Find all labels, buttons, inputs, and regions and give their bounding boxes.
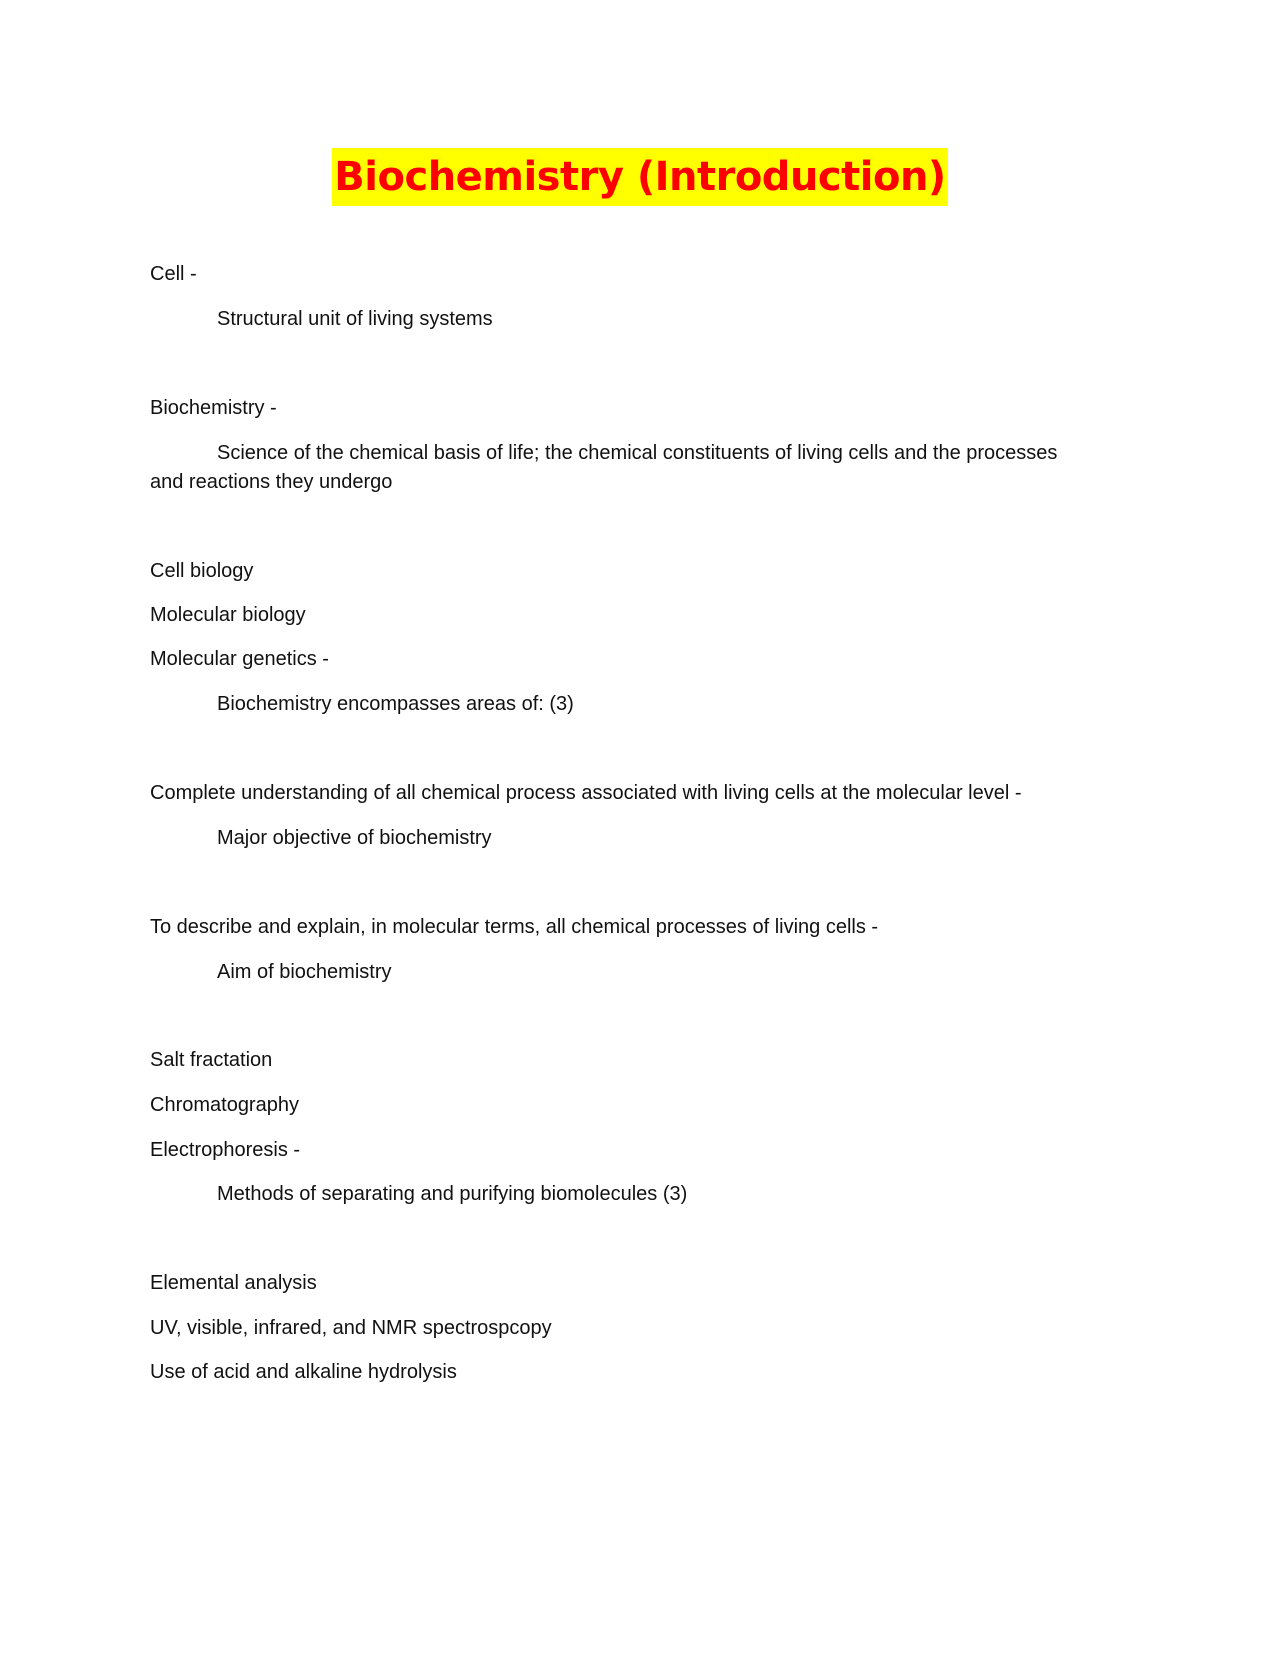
title-container — [0, 148, 1280, 206]
term-hydrolysis: Use of acid and alkaline hydrolysis — [150, 1361, 457, 1383]
term-describe-explain: To describe and explain, in molecular terms, all chemical processes of living cells - — [150, 916, 879, 938]
term-spectroscopy: UV, visible, infrared, and NMR spectrospcopy — [150, 1317, 552, 1339]
term-chromatography: Chromatography — [150, 1094, 299, 1116]
definition-cell: Structural unit of living systems — [217, 308, 493, 330]
definition-biochemistry: Science of the chemical basis of life; the chemical constituents of living cells and the processes — [217, 442, 1058, 464]
term-biochemistry: Biochemistry - — [150, 397, 277, 419]
term-salt-fractation: Salt fractation — [150, 1049, 273, 1071]
term-molecular-biology: Molecular biology — [150, 604, 306, 626]
definition-major-objective: Major objective of biochemistry — [217, 827, 492, 849]
term-electrophoresis: Electrophoresis - — [150, 1139, 301, 1161]
term-cell: Cell - — [150, 263, 197, 285]
definition-biochemistry-continued: and reactions they undergo — [150, 471, 393, 493]
term-molecular-genetics: Molecular genetics - — [150, 648, 329, 670]
term-elemental-analysis: Elemental analysis — [150, 1272, 317, 1294]
definition-aim: Aim of biochemistry — [217, 961, 392, 983]
definition-separation-methods: Methods of separating and purifying biomolecules (3) — [217, 1183, 688, 1205]
term-cell-biology: Cell biology — [150, 560, 254, 582]
definition-areas: Biochemistry encompasses areas of: (3) — [217, 693, 574, 715]
document-title: Biochemistry (Introduction) — [332, 148, 947, 206]
term-complete-understanding: Complete understanding of all chemical process associated with living cells at the molecular level - — [150, 782, 1022, 804]
